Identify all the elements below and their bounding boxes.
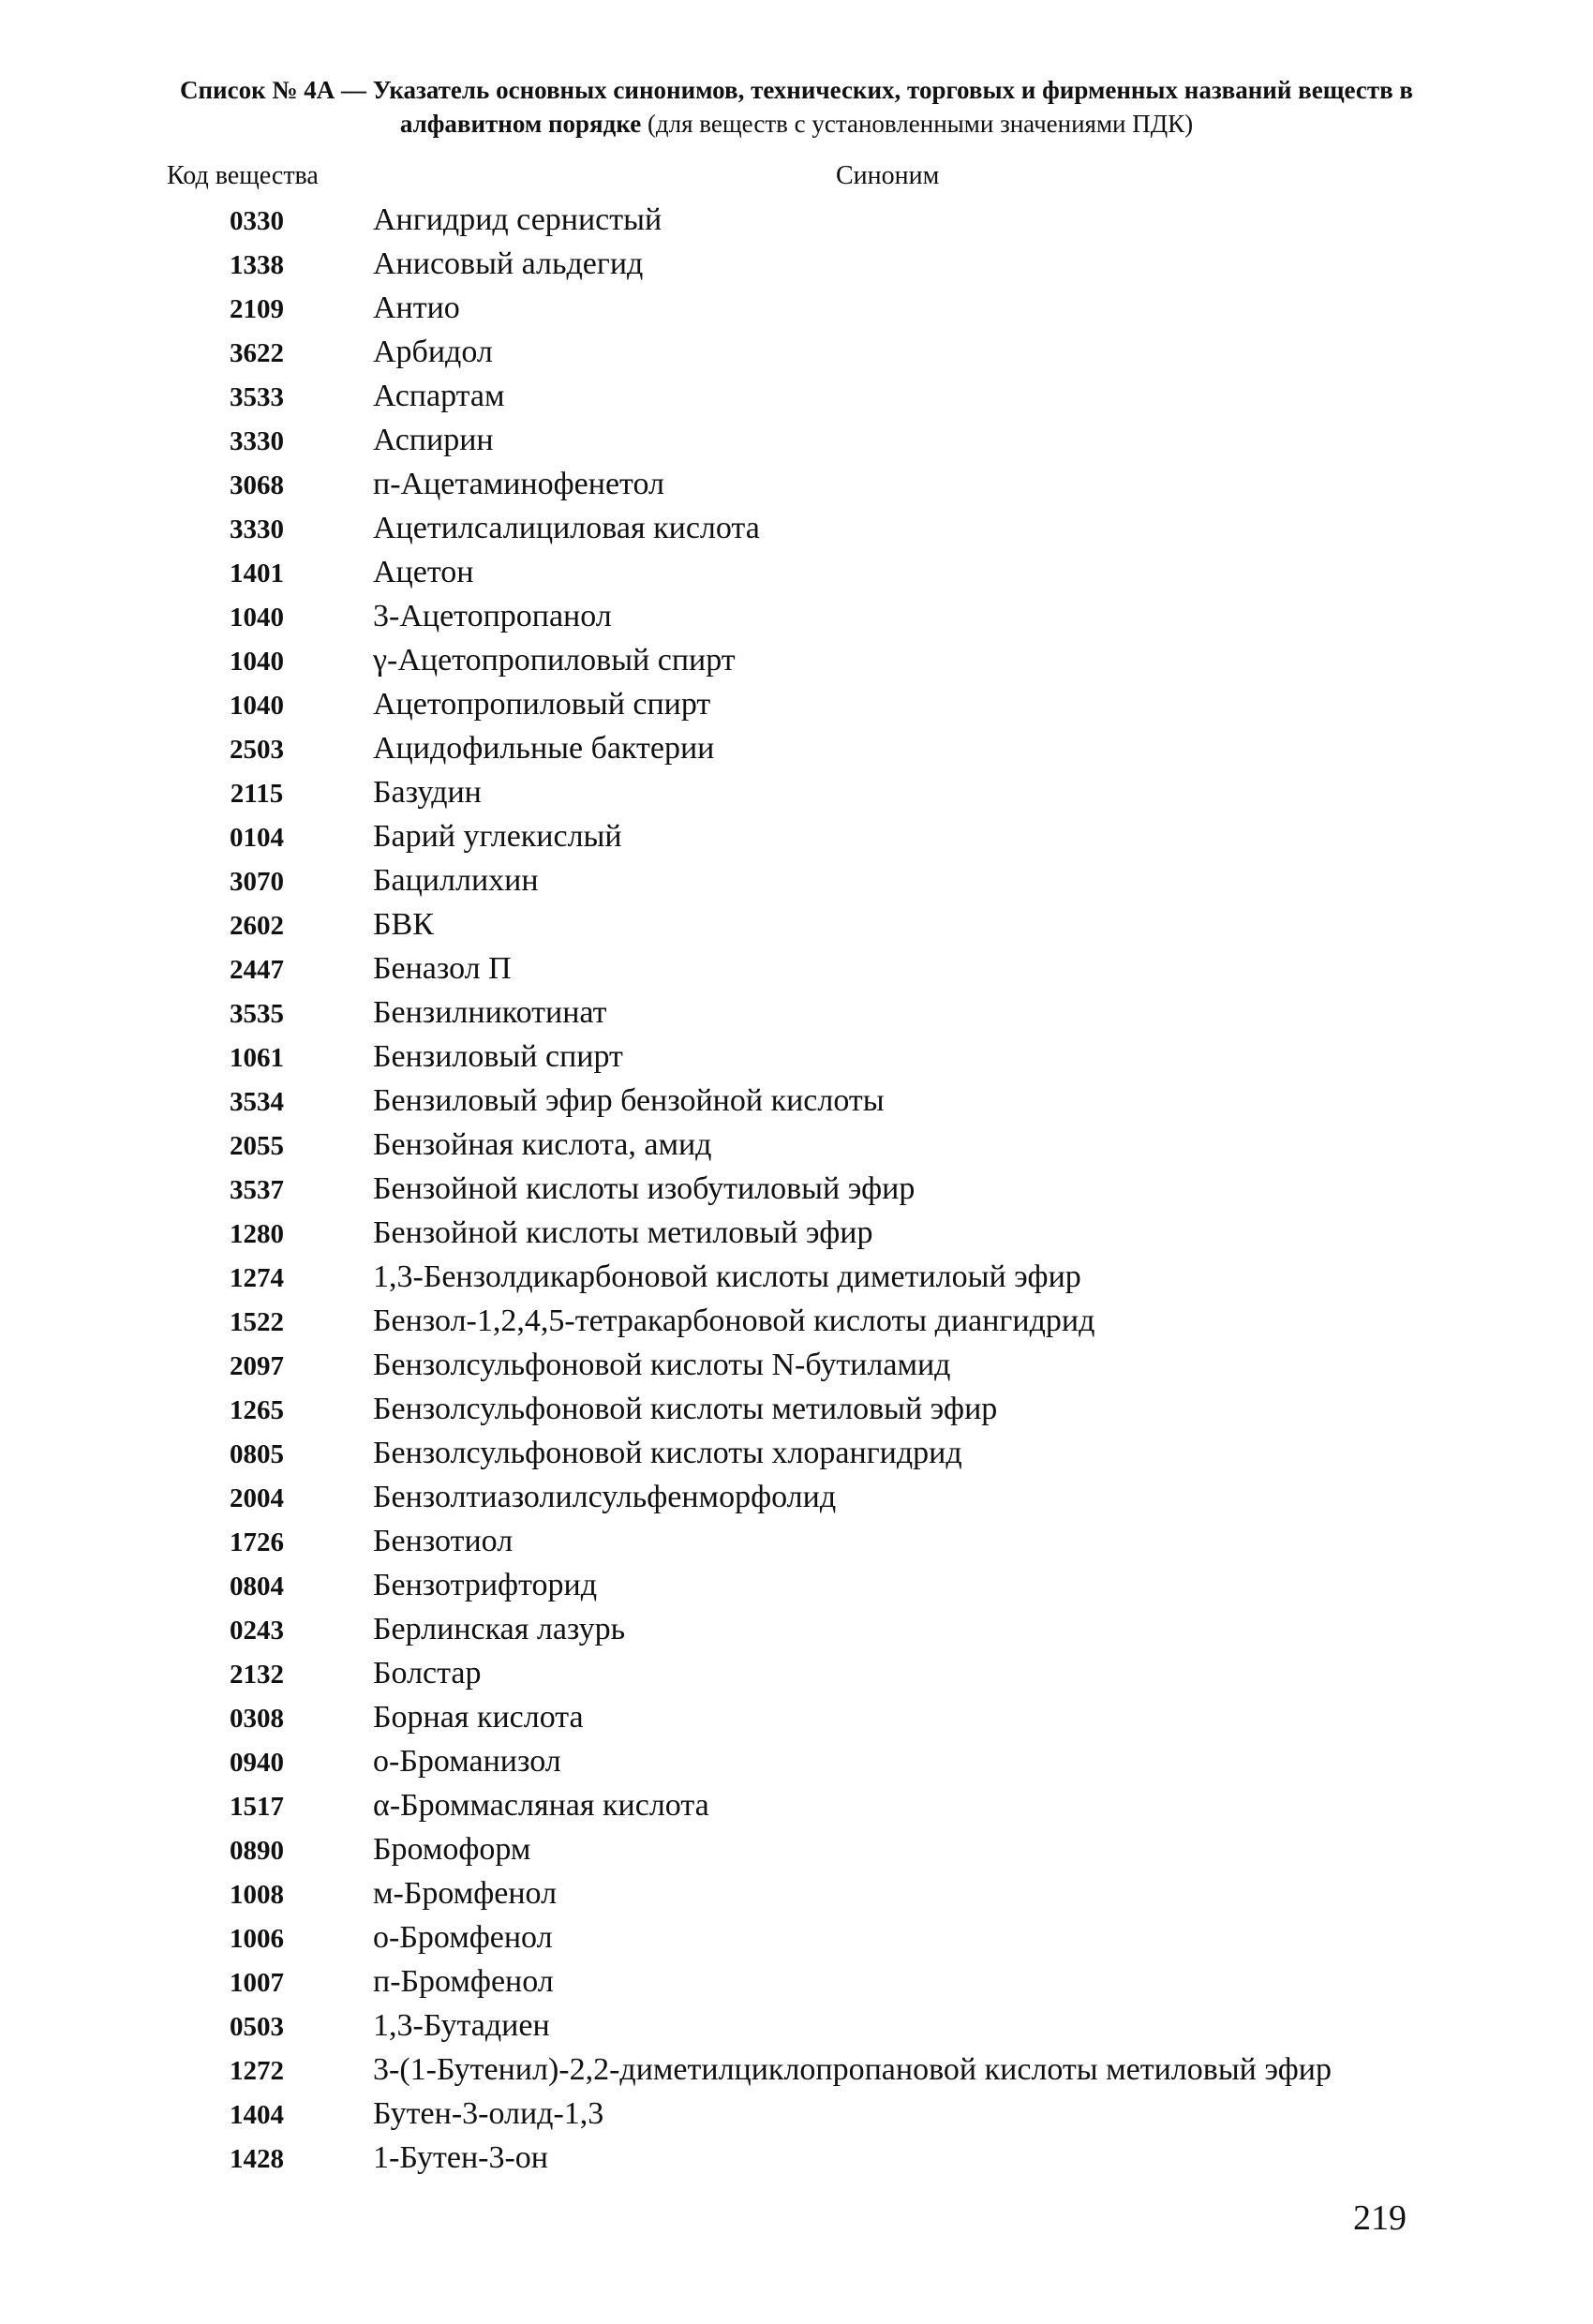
substance-code: 1404 [230,2100,284,2130]
substance-synonym: Анисовый альдегид [373,246,644,281]
substance-code: 1040 [230,691,284,721]
substance-synonym: Аспартам [373,379,505,413]
substance-synonym: Арбидол [373,335,493,369]
table-row [0,1608,1593,1652]
substance-code: 3330 [230,514,284,544]
substance-synonym: Бензолтиазолилсульфенморфолид [373,1480,837,1514]
substance-synonym: п-Бромфенол [373,1964,554,1999]
substance-synonym: БВК [373,907,434,942]
substance-code: 1272 [230,2056,284,2086]
table-row [0,419,1593,463]
substance-synonym: Бензолсульфоновой кислоты N-бутиламид [373,1348,951,1382]
table-row [0,331,1593,375]
table-row [0,287,1593,331]
substance-synonym: 3-(1-Бутенил)-2,2-диметилциклопропановой кислоты метиловый эфир [373,2052,1332,2087]
substance-code: 3068 [230,470,284,500]
substance-synonym: α-Броммасляная кислота [373,1788,709,1823]
substance-code: 3070 [230,867,284,897]
table-row [0,1476,1593,1520]
table-row [0,1696,1593,1740]
substance-synonym: Берлинская лазурь [373,1612,626,1646]
substance-code: 1274 [230,1263,284,1293]
substance-synonym: Ацетопропиловый спирт [373,687,711,722]
substance-synonym: Беназол П [373,951,512,986]
substance-code: 1006 [230,1924,284,1954]
substance-synonym: о-Броманизол [373,1744,561,1779]
substance-synonym: Аспирин [373,423,494,457]
substance-code: 0308 [230,1704,284,1734]
substance-synonym: Бутен-3-олид-1,3 [373,2096,604,2131]
table-row [0,1124,1593,1168]
table-row [0,463,1593,507]
substance-code: 1007 [230,1968,284,1998]
table-row [0,815,1593,859]
substance-synonym: Бензойной кислоты метиловый эфир [373,1215,873,1250]
substance-synonym: Бензилникотинат [373,995,607,1030]
table-row [0,199,1593,243]
substance-code: 0503 [230,2012,284,2042]
substance-code: 0805 [230,1439,284,1469]
substance-synonym: Бензолсульфоновой кислоты метиловый эфир [373,1392,998,1426]
substance-code: 0940 [230,1748,284,1778]
substance-synonym: Бензотрифторид [373,1568,597,1602]
table-row [0,727,1593,771]
substance-code: 2602 [230,911,284,941]
list-title-qualifier: (для веществ с установленными значениями ПДК) [647,110,1194,138]
table-row [0,1256,1593,1300]
table-row [0,1564,1593,1608]
substance-synonym: Бензотиол [373,1524,514,1558]
substance-synonym: м-Бромфенол [373,1876,558,1911]
substance-code: 0104 [230,823,284,853]
table-row [0,1344,1593,1388]
substance-code: 2004 [230,1483,284,1513]
substance-code: 3535 [230,999,284,1029]
table-row [0,1652,1593,1696]
substance-code: 2503 [230,735,284,765]
code-column-header: Код вещества [167,161,319,190]
substance-code: 2055 [230,1131,284,1161]
substance-synonym: Бромоформ [373,1832,531,1867]
substance-synonym: Базудин [373,775,482,810]
substance-code: 1338 [230,250,284,280]
synonym-table [0,199,1593,2181]
substance-code: 1265 [230,1395,284,1425]
table-row [0,1740,1593,1784]
substance-code: 3330 [230,426,284,456]
table-row [0,1080,1593,1124]
substance-code: 3534 [230,1087,284,1117]
table-row [0,991,1593,1035]
substance-code: 2109 [230,294,284,324]
substance-code: 1726 [230,1527,284,1557]
table-row [0,2137,1593,2181]
table-row [0,1520,1593,1564]
table-row [0,683,1593,727]
substance-synonym: Бациллихин [373,863,539,898]
list-title [141,73,1452,141]
table-row [0,903,1593,947]
substance-synonym: Болстар [373,1656,482,1691]
substance-synonym: Ацетилсалициловая кислота [373,511,760,545]
substance-synonym: 3-Ацетопропанол [373,599,612,633]
substance-code: 1061 [230,1043,284,1073]
table-row [0,947,1593,991]
substance-code: 1280 [230,1219,284,1249]
substance-synonym: 1-Бутен-3-он [373,2140,548,2175]
table-row [0,859,1593,903]
substance-code: 1401 [230,559,284,588]
table-row [0,2004,1593,2048]
table-row [0,243,1593,287]
table-row [0,2048,1593,2093]
substance-code: 0243 [230,1616,284,1646]
substance-synonym: Борная кислота [373,1700,584,1735]
list-title-main: Список № 4А — Указатель основных синонимов, технических, торговых и фирменных названий веществ в алфавитном порядке [179,76,1413,138]
table-row [0,1035,1593,1080]
table-row [0,551,1593,595]
substance-synonym: Бензолсульфоновой кислоты хлорангидрид [373,1436,962,1470]
synonym-column-header: Синоним [836,161,940,190]
substance-synonym: п-Ацетаминофенетол [373,467,664,501]
substance-synonym: Ацидофильные бактерии [373,731,715,766]
substance-synonym: Бензойной кислоты изобутиловый эфир [373,1171,916,1206]
table-row [0,375,1593,419]
table-row [0,507,1593,551]
substance-synonym: Барий углекислый [373,819,622,854]
table-row [0,1960,1593,2004]
table-row [0,1432,1593,1476]
substance-code: 0804 [230,1572,284,1601]
substance-code: 1040 [230,603,284,633]
substance-code: 1008 [230,1880,284,1910]
page-number: 219 [1353,2198,1407,2238]
table-row [0,595,1593,639]
substance-code: 1522 [230,1307,284,1337]
substance-synonym: 1,3-Бензолдикарбоновой кислоты диметилоый эфир [373,1259,1081,1294]
substance-synonym: Бензол-1,2,4,5-тетракарбоновой кислоты диангидрид [373,1304,1095,1338]
substance-code: 1040 [230,647,284,677]
table-row [0,2093,1593,2137]
substance-code: 2132 [230,1660,284,1690]
substance-synonym: Бензойная кислота, амид [373,1127,712,1162]
table-row [0,1828,1593,1872]
substance-synonym: γ-Ацетопропиловый спирт [373,643,736,678]
table-row [0,1168,1593,1212]
table-row [0,1872,1593,1916]
substance-code: 2115 [230,779,284,809]
substance-code: 1428 [230,2144,284,2174]
substance-code: 3622 [230,338,284,368]
substance-code: 1517 [230,1792,284,1822]
substance-synonym: 1,3-Бутадиен [373,2008,550,2043]
table-row [0,771,1593,815]
substance-synonym: Бензиловый эфир бензойной кислоты [373,1083,885,1118]
substance-synonym: Антио [373,290,460,325]
substance-synonym: Ацетон [373,555,474,589]
substance-synonym: Бензиловый спирт [373,1039,623,1074]
substance-code: 0330 [230,206,284,236]
substance-code: 3537 [230,1175,284,1205]
substance-code: 3533 [230,382,284,412]
substance-code: 2447 [230,955,284,985]
table-row [0,639,1593,683]
substance-code: 0890 [230,1836,284,1866]
table-row [0,1916,1593,1960]
substance-synonym: о-Бромфенол [373,1920,553,1955]
table-row [0,1388,1593,1432]
table-row [0,1212,1593,1256]
substance-synonym: Ангидрид сернистый [373,202,663,237]
substance-code: 2097 [230,1351,284,1381]
table-row [0,1784,1593,1828]
table-row [0,1300,1593,1344]
